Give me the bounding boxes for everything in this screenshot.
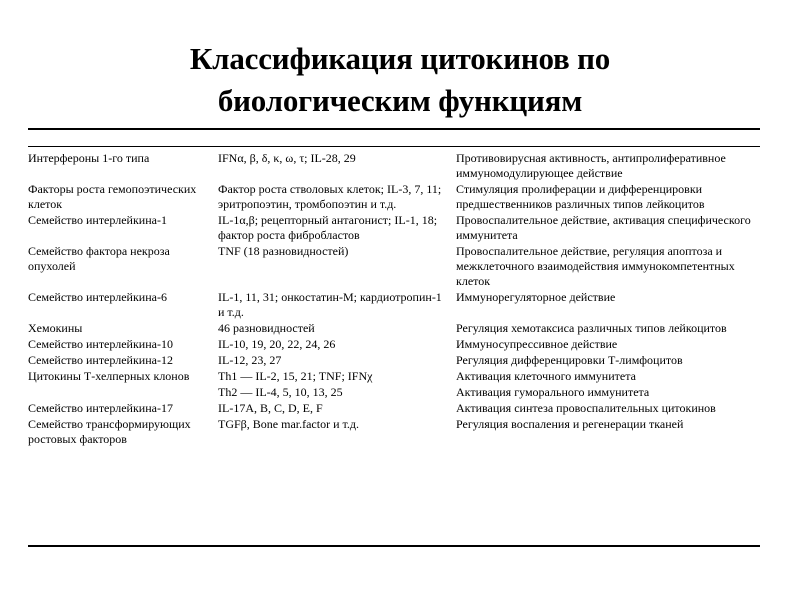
family-cell: Семейство трансформирующих ростовых факторов [28,417,191,446]
function-cell: Регуляция хемотаксиса различных типов лейкоцитов [456,321,727,335]
table-row [28,182,760,212]
function-cell: Регуляция воспаления и регенерации тканей [456,417,684,431]
family-cell [28,385,218,400]
family-cell: Семейство интерлейкина-17 [28,401,173,415]
table-row [28,244,760,289]
members-cell: Th1 — IL-2, 15, 21; TNF; IFNχ [218,369,373,383]
members-cell: IL-12, 23, 27 [218,353,282,367]
title-line-1: Классификация цитокинов по [189,41,611,76]
members-cell: Th2 — IL-4, 5, 10, 13, 25 [218,385,343,399]
table-row [28,337,760,352]
function-cell: Противовирусная активность, антипролиферативное иммуномодулирующее действие [456,151,726,180]
function-cell: Регуляция дифференцировки Т-лимфоцитов [456,353,683,367]
family-cell: Семейство фактора некроза опухолей [28,244,170,273]
family-cell: Интерфероны 1-го типа [28,151,150,165]
members-cell: IL-10, 19, 20, 22, 24, 26 [218,337,336,351]
function-cell: Провоспалительное действие, регуляция апоптоза и межклеточного взаимодействия иммунокомпетентных клеток [456,244,735,288]
table-row [28,353,760,368]
function-cell: Активация гуморального иммунитета [456,385,650,399]
family-cell: Факторы роста гемопоэтических клеток [28,182,197,211]
members-cell: IL-1α,β; рецепторный антагонист; IL-1, 18; фактор роста фибробластов [218,213,438,242]
title-line-2: биологическим функциям [217,83,583,118]
function-cell: Иммунорегуляторное действие [456,290,616,304]
table-row [28,213,760,243]
table-row [28,290,760,320]
table-row [28,151,760,181]
members-cell: Фактор роста стволовых клеток; IL-3, 7, 11; эритропоэтин, тромбопоэтин и т.д. [218,182,442,211]
family-cell: Семейство интерлейкина-10 [28,337,173,351]
members-cell: 46 разновидностей [218,321,315,335]
page-title [0,38,800,122]
table-row [28,369,760,384]
members-cell: TGFβ, Bone mar.factor и т.д. [218,417,359,431]
table-row [28,401,760,416]
function-cell: Активация синтеза провоспалительных цитокинов [456,401,716,415]
table-bottom-rule [28,545,760,547]
table-header-rule [28,146,760,147]
members-cell: IFNα, β, δ, κ, ω, τ; IL-28, 29 [218,151,356,165]
members-cell: IL-1, 11, 31; онкостатин-М; кардиотропин-1 и т.д. [218,290,442,319]
members-cell: IL-17A, B, C, D, E, F [218,401,323,415]
table-row [28,321,760,336]
family-cell: Семейство интерлейкина-1 [28,213,167,227]
family-cell: Семейство интерлейкина-12 [28,353,173,367]
family-cell: Цитокины Т-хелперных клонов [28,369,190,383]
function-cell: Провоспалительное действие, активация специфического иммунитета [456,213,751,242]
members-cell: TNF (18 разновидностей) [218,244,349,258]
family-cell: Семейство интерлейкина-6 [28,290,167,304]
table-row [28,385,760,400]
function-cell: Активация клеточного иммунитета [456,369,636,383]
table-row [28,417,760,447]
family-cell: Хемокины [28,321,83,335]
table-top-rule [28,128,760,130]
function-cell: Иммуносупрессивное действие [456,337,618,351]
function-cell: Стимуляция пролиферации и дифференцировки предшественников различных типов лейкоцитов [456,182,705,211]
cytokine-table [28,151,760,448]
